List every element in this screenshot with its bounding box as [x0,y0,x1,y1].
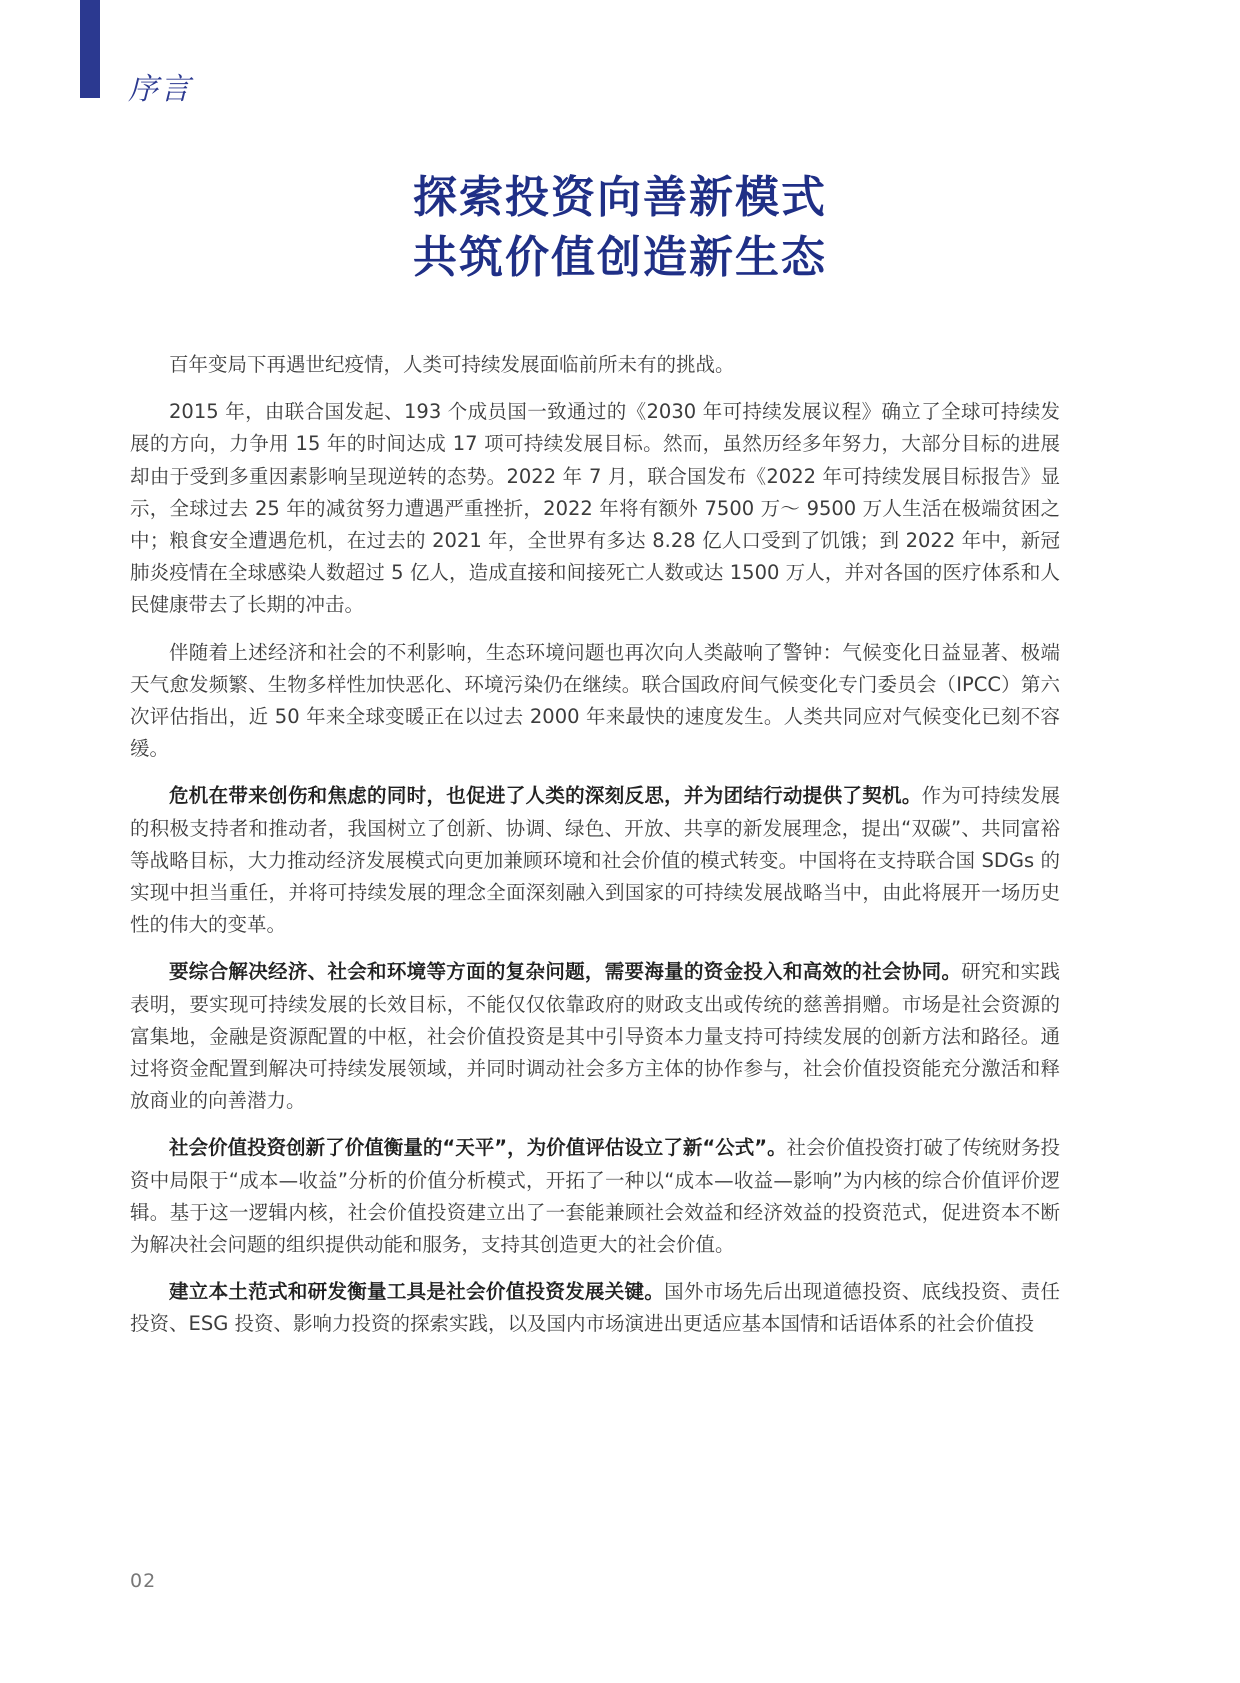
paragraph-lead: 危机在带来创伤和焦虑的同时，也促进了人类的深刻反思，并为团结行动提供了契机。 [169,784,922,808]
section-label: 序言 [128,72,192,107]
paragraph-text: 百年变局下再遇世纪疫情，人类可持续发展面临前所未有的挑战。 [169,353,735,376]
paragraph-5 [130,956,1060,1117]
page-number: 02 [130,1570,157,1592]
paragraph-text: 社会价值投资打破了传统财务投资中局限于“成本—收益”分析的价值分析模式，开拓了一种以“成本—收益—影响”为内核的综合价值评价逻辑。基于这一逻辑内核，社会价值投资建立出了一套能兼顾社会效益和经济效益的投资范式，促进资本不断为解决社会问题的组织提供动能和服务，支持其创造更大的社会价值。 [130,1136,1060,1257]
paragraph-4 [130,780,1060,941]
paragraph-text: 2015 年，由联合国发起、193 个成员国一致通过的《2030 年可持续发展议程》确立了全球可持续发展的方向，力争用 15 年的时间达成 17 项可持续发展目标。然而，虽然历经多年努力，大部分目标的进展却由于受到多重因素影响呈现逆转的态势。2022 年 7 月，联合国发布《2022 年可持续发展目标报告》显示，全球过去 25 年的减贫努力遭遇严重挫折，2022 年将有额外 7500 万～ 9500 万人生活在极端贫困之中；粮食安全遭遇危机，在过去的 2021 年，全世界有多达 8.28 亿人口受到了饥饿；到 2022 年中，新冠肺炎疫情在全球感染人数超过 5 亿人，造成直接和间接死亡人数或达 1500 万人，并对各国的医疗体系和人民健康带去了长期的冲击。 [130,400,1060,617]
body-text [130,349,1060,1356]
paragraph-1 [130,349,1060,381]
paragraph-text: 作为可持续发展的积极支持者和推动者，我国树立了创新、协调、绿色、开放、共享的新发展理念，提出“双碳”、共同富裕等战略目标，大力推动经济发展模式向更加兼顾环境和社会价值的模式转变。中国将在支持联合国 SDGs 的实现中担当重任，并将可持续发展的理念全面深刻融入到国家的可持续发展战略当中，由此将展开一场历史性的伟大的变革。 [130,784,1060,937]
paragraph-text: 国外市场先后出现道德投资、底线投资、责任投资、ESG 投资、影响力投资的探索实践，以及国内市场演进出更适应基本国情和话语体系的社会价值投 [130,1280,1060,1336]
title-line-2: 共筑价值创造新生态 [413,232,827,283]
paragraph-6 [130,1132,1060,1261]
paragraph-text: 研究和实践表明，要实现可持续发展的长效目标，不能仅仅依靠政府的财政支出或传统的慈善捐赠。市场是社会资源的富集地，金融是资源配置的中枢，社会价值投资是其中引导资本力量支持可持续发展的创新方法和路径。通过将资金配置到解决可持续发展领域，并同时调动社会多方主体的协作参与，社会价值投资能充分激活和释放商业的向善潜力。 [130,960,1060,1113]
paragraph-3 [130,637,1060,766]
page-title [0,168,1240,288]
paragraph-2 [130,396,1060,621]
title-line-1: 探索投资向善新模式 [413,172,827,223]
paragraph-lead: 建立本土范式和研发衡量工具是社会价值投资发展关键。 [169,1280,665,1304]
paragraph-lead: 要综合解决经济、社会和环境等方面的复杂问题，需要海量的资金投入和高效的社会协同。 [169,960,962,984]
paragraph-text: 伴随着上述经济和社会的不利影响，生态环境问题也再次向人类敲响了警钟：气候变化日益显著、极端天气愈发频繁、生物多样性加快恶化、环境污染仍在继续。联合国政府间气候变化专门委员会（IPCC）第六次评估指出，近 50 年来全球变暖正在以过去 2000 年来最快的速度发生。人类共同应对气候变化已刻不容缓。 [130,640,1060,761]
paragraph-7 [130,1276,1060,1340]
paragraph-lead: 社会价值投资创新了价值衡量的“天平”，为价值评估设立了新“公式”。 [169,1136,787,1160]
section-accent-bar [80,0,100,98]
